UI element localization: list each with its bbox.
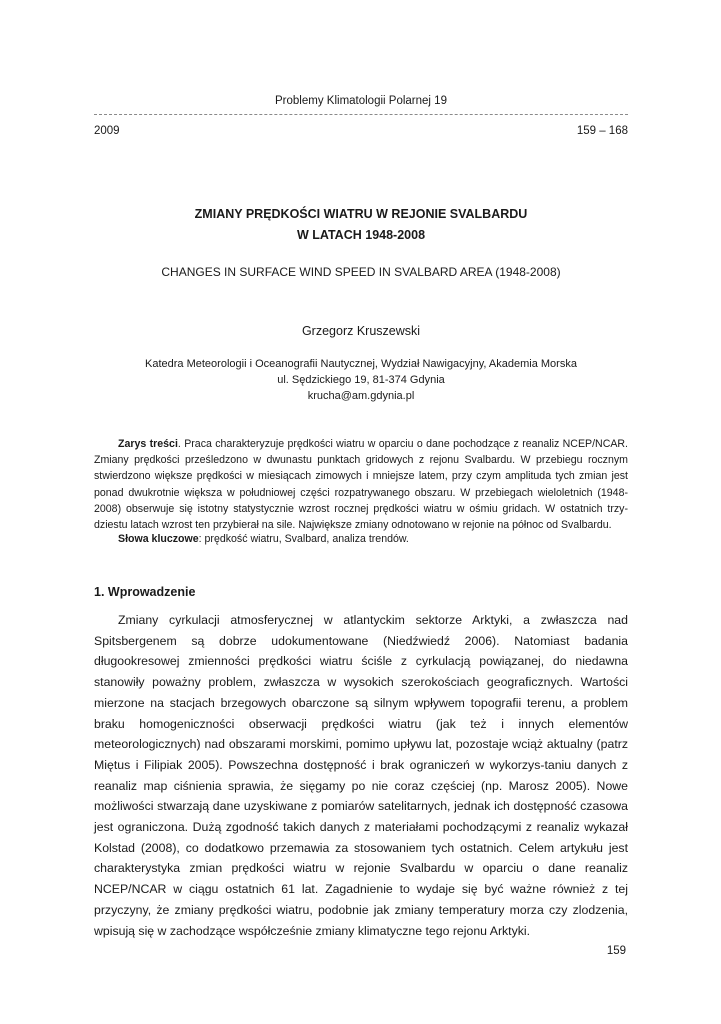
section-heading: 1. Wprowadzenie (94, 585, 196, 599)
author-name: Grzegorz Kruszewski (301, 324, 421, 338)
journal-title: Problemy Klimatologii Polarnej 19 (275, 95, 447, 107)
abstract-text: . Praca charakteryzuje prędkości wiatru w oparciu o dane pochodzące z reanaliz NCEP/NCAR. Zmiany prędkości prześledzono w dwunastu punktach gridowych z rejonu Svalbardu. W przebiegu rocznym stwierdzono większe prędkości w miesiącach zimowych i mniejsze latem, przy czym amplituda tych zmian jest ponad dwukrotnie większa w południowej części rozpatrywanego obszaru. W przebiegach wieloletnich (1948-2008) obserwuje się istotny statystycznie wzrost rocznej prędkości wiatru w ośmiu gridach. W ostatnich trzy-dziestu latach wzrost ten przybierał na sile. Największe zmiany odnotowano w rejonie na północ od Svalbardu. (94, 438, 628, 532)
address: ul. Sędzickiego 19, 81-374 Gdynia (277, 374, 445, 386)
english-title: CHANGES IN SURFACE WIND SPEED IN SVALBARD AREA (1948-2008) (161, 265, 561, 279)
title-line-1: ZMIANY PRĘDKOŚCI WIATRU W REJONIE SVALBARDU (194, 207, 528, 221)
body-paragraph: Zmiany cyrkulacji atmosferycznej w atlantyckim sektorze Arktyki, a zwłaszcza nad Spitsbergenem są dobrze udokumentowane (Niedźwiedź 2006). Natomiast badania długookresowej zmienności prędkości wiatru ściśle z cyrkulacją powiązanej, do niedawna stanowiły poważny problem, zwłaszcza w wysokich szerokościach geograficznych. Wartości mierzone na stacjach brzegowych obarczone są silnym wpływem topografii terenu, a problem braku homogeniczności obserwacji prędkości wiatru (jak też i innych elementów meteorologicznych) nad obszarami morskimi, pomimo upływu lat, pozostaje wciąż aktualny (patrz Miętus i Filipiak 2005). Powszechna dostępność i brak ograniczeń w wykorzys-taniu danych z reanaliz map ciśnienia sprawia, że sięgamy po nie coraz częściej (np. Marosz 2005). Nowe możliwości stwarzają dane uzyskiwane z pomiarów satelitarnych, jednak ich dostępność czasowa jest ograniczona. Dużą zgodność takich danych z materiałami pochodzącymi z reanaliz wykazał Kolstad (2008), co dodatkowo przemawia za stosowaniem tych ostatnich. Celem artykułu jest charakterystyka zmian prędkości wiatru w rejonie Svalbardu w oparciu o dane reanaliz NCEP/NCAR w ciągu ostatnich 61 lat. Zagadnienie to wydaje się być ważne również z tej przyczyny, że zmiany prędkości wiatru, podobnie jak zmiany temperatury morza czy zlodzenia, wpisują się w zachodzące współcześnie zmiany klimatyczne tego rejonu Arktyki. (94, 613, 628, 938)
email: krucha@am.gdynia.pl (307, 390, 415, 402)
article-title (94, 204, 628, 246)
page-number: 159 (606, 945, 626, 957)
abstract-label: Zarys treści (118, 438, 178, 450)
page-range: 159 – 168 (576, 125, 628, 137)
title-line-2: W LATACH 1948-2008 (296, 228, 426, 242)
abstract (94, 436, 628, 533)
keywords-label: Słowa kluczowe (118, 533, 199, 545)
keywords (94, 531, 628, 547)
header-divider (94, 114, 628, 115)
keywords-text: : prędkość wiatru, Svalbard, analiza trendów. (198, 533, 409, 545)
author-affiliation-block (94, 356, 628, 404)
affiliation: Katedra Meteorologii i Oceanografii Nautycznej, Wydział Nawigacyjny, Akademia Morska (145, 358, 577, 370)
publication-year: 2009 (94, 125, 120, 137)
